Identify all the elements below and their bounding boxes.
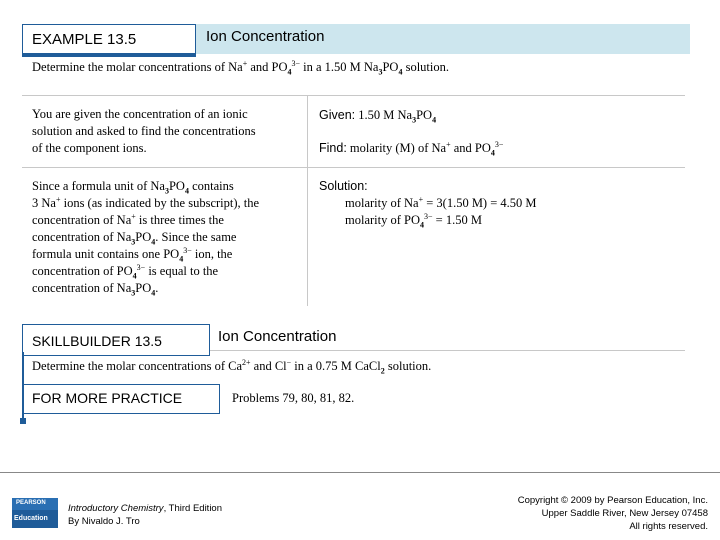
logo-text-bottom: Education	[14, 515, 48, 522]
practice-label: FOR MORE PRACTICE	[32, 390, 183, 406]
intro-text: You are given the concentration of an ionic solution and asked to find the concentrations of the component ions.	[32, 107, 256, 155]
divider-top	[22, 95, 685, 96]
solution-reasoning: Since a formula unit of $Na_3PO_4$ contains 3 Na+ ions (as indicated by the subscript), the concentration of Na+ is three times the concentration of $Na_3PO_4$. Since the same formula unit contains one $PO_4^{3-}$ ion, the concentration of $PO_4^{3-}$ is equal to the concentration of $Na_3PO_4$.	[32, 179, 260, 298]
footer-rule	[0, 472, 720, 473]
left-accent-line	[22, 352, 24, 422]
find-line: Find: molarity (M) of Na+ and $PO_4^{3-}$	[319, 139, 504, 158]
given-line: Given: 1.50 M $Na_3PO_4$	[319, 108, 437, 125]
footer-copyright: Copyright © 2009 by Pearson Education, Inc. Upper Saddle River, New Jersey 07458 All rights reserved.	[517, 495, 708, 532]
example-label: EXAMPLE 13.5	[32, 31, 137, 48]
practice-problems: Problems 79, 80, 81, 82.	[232, 391, 355, 405]
example-problem: Determine the molar concentrations of Na+ and $PO_4^{3-}$ in a 1.50 M $Na_3PO_4$ solution.	[32, 58, 449, 77]
skillbuilder-problem: Determine the molar concentrations of $Ca^{2+}$ and Cl− in a 0.75 M CaCl$_2$ solution.	[32, 357, 432, 376]
example-accent-bar	[22, 53, 196, 57]
column-divider	[307, 96, 308, 306]
footer-book-info: Introductory Chemistry, Third Edition By Nivaldo J. Tro	[68, 503, 223, 527]
skillbuilder-label: SKILLBUILDER 13.5	[32, 333, 162, 349]
logo-text-top: PEARSON	[16, 500, 46, 506]
skillbuilder-title: Ion Concentration	[218, 328, 337, 345]
skillbuilder-rule	[210, 350, 685, 351]
left-accent-dot	[20, 418, 26, 424]
example-title: Ion Concentration	[206, 28, 325, 45]
divider-middle	[22, 167, 685, 168]
solution-result: molarity of Na+ = 3(1.50 M) = 4.50 M molarity of $PO_4^{3-} = 1.50$ M	[345, 194, 537, 230]
solution-label: Solution:	[319, 179, 368, 193]
